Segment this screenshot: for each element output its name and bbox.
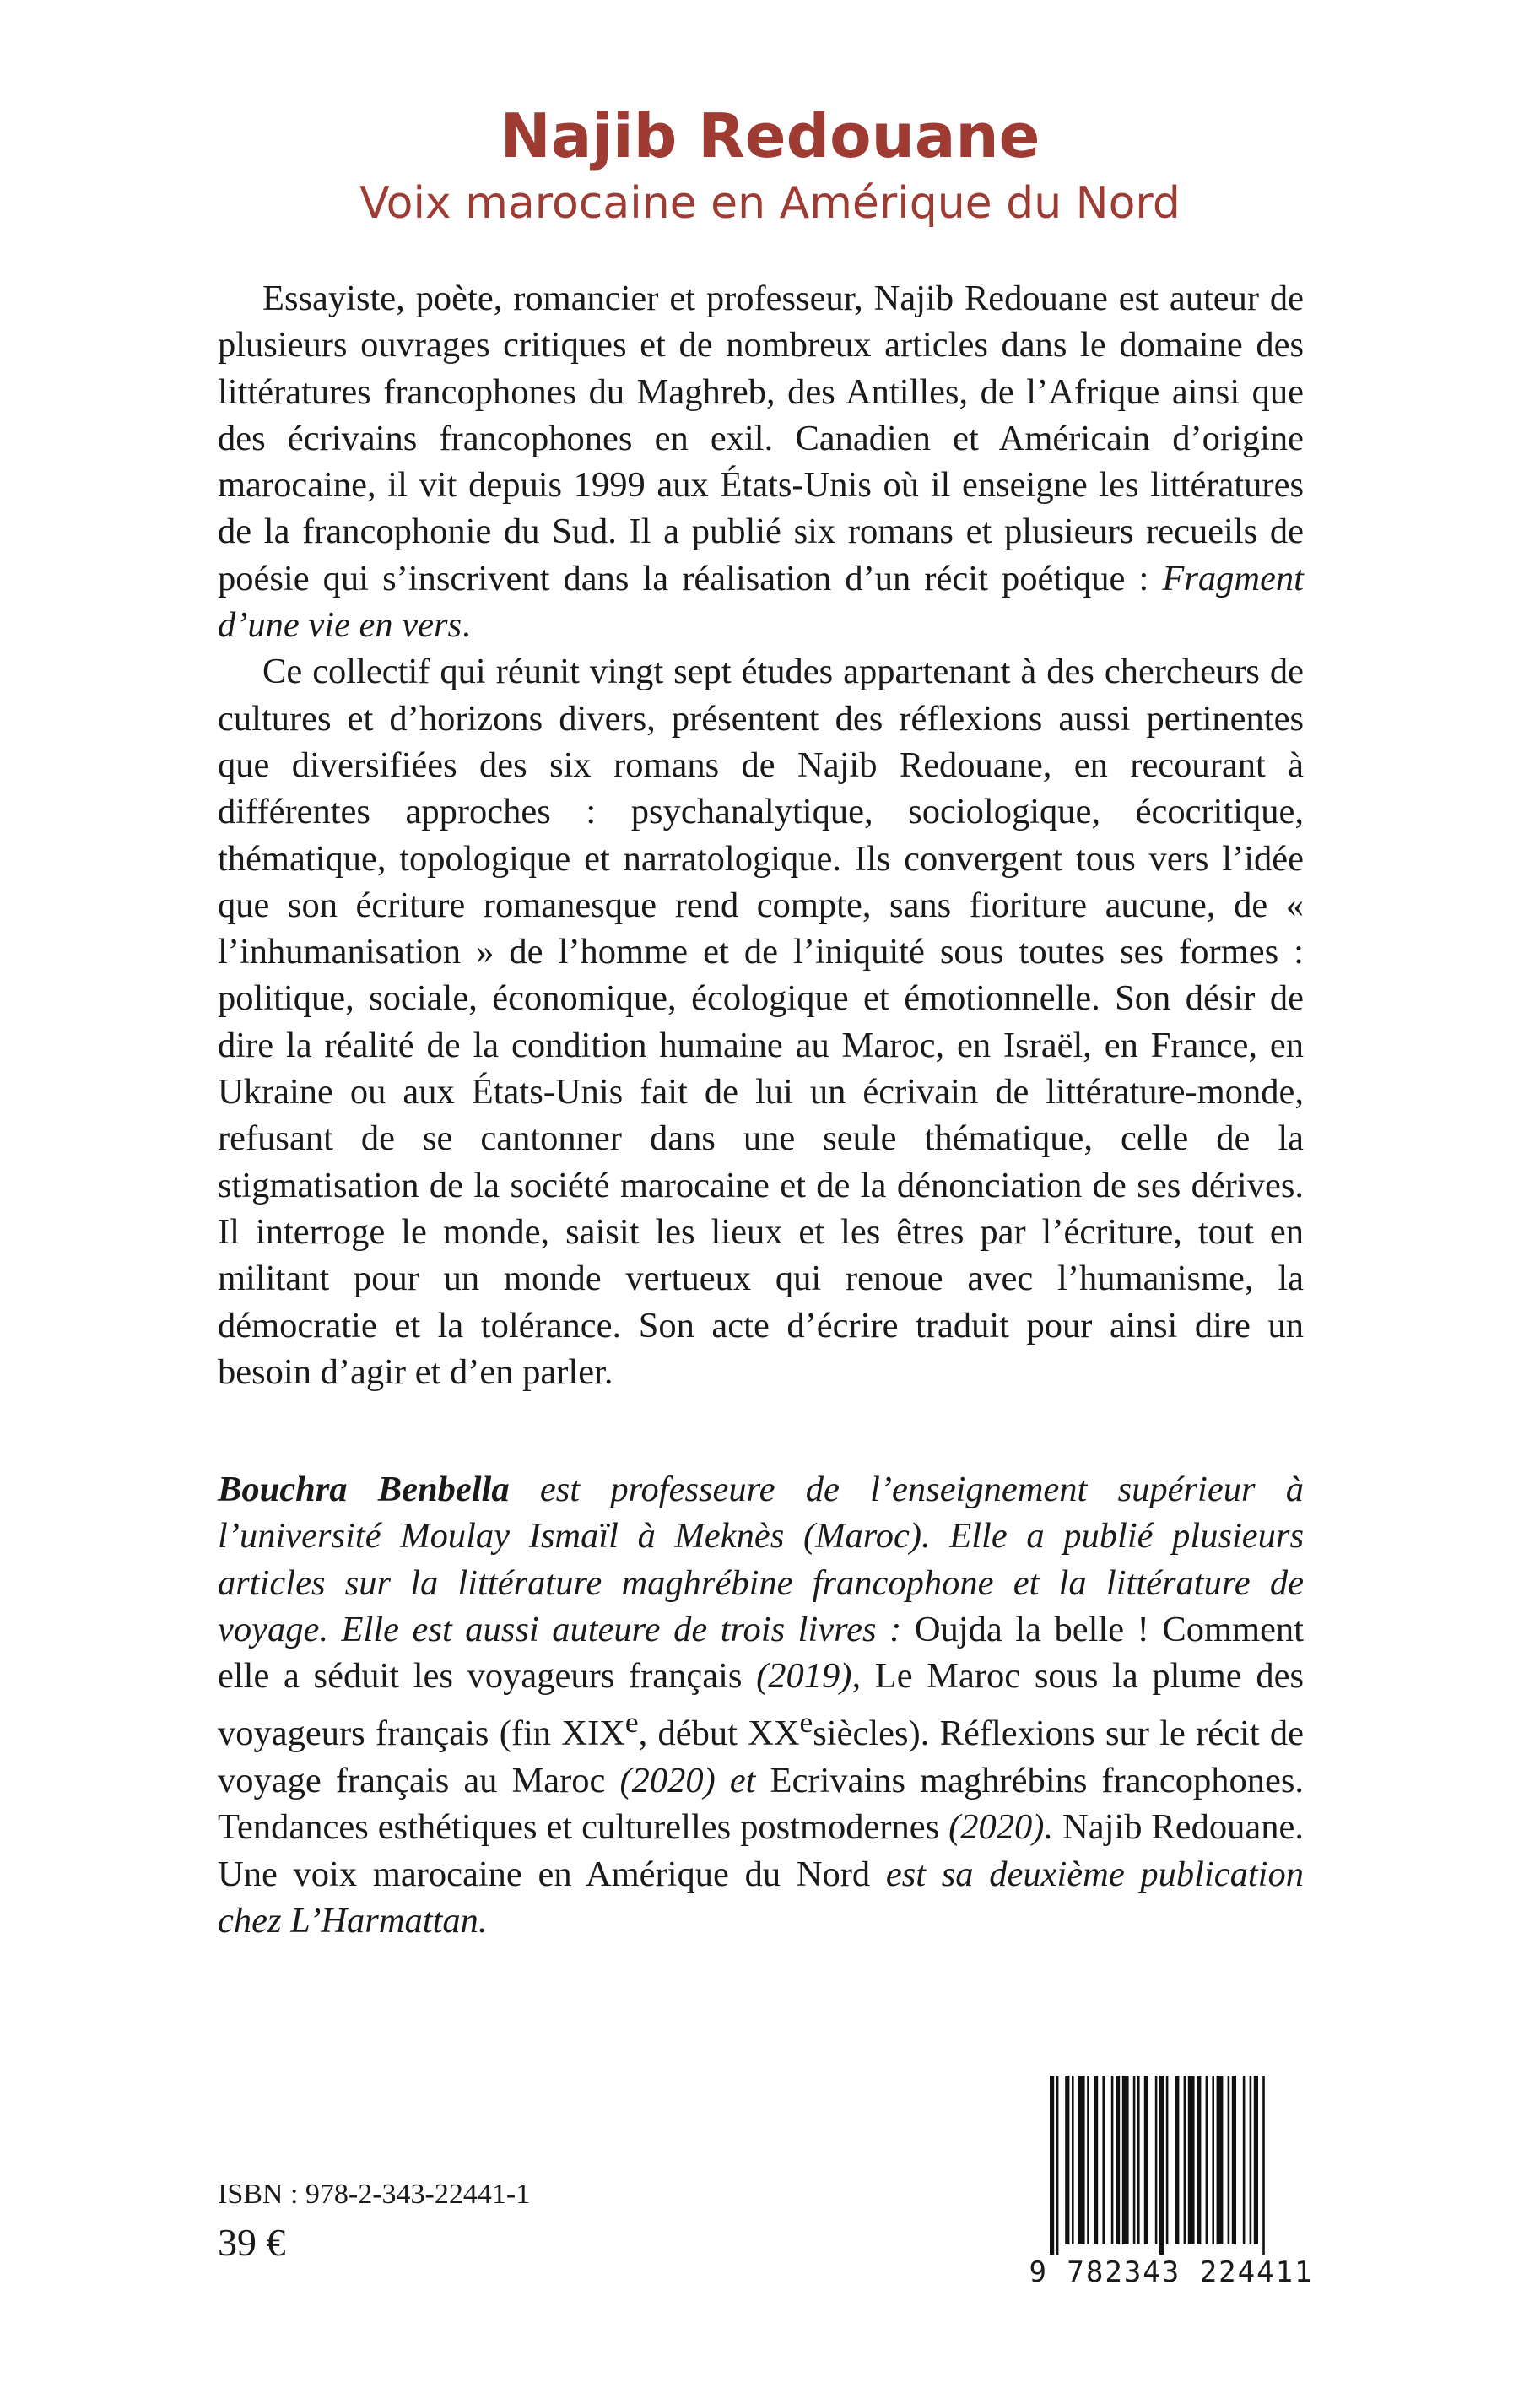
author-bio	[218, 1466, 1304, 1944]
barcode-bar	[1133, 2076, 1136, 2244]
barcode-bar	[1155, 2076, 1158, 2244]
price: 39 €	[218, 2221, 286, 2264]
bio-book-4: Najib Redouane. Une voix marocaine en Amérique du Nord	[218, 1807, 1304, 1894]
blurb-paragraph-2: Ce collectif qui réunit vingt sept études appartenant à des chercheurs de cultures et d’horizons divers, présentent des réflexions aussi pertinentes que diversifiées des six romans de Najib Redouane, en recourant à différentes approches : psychanalytique, sociologique, écocritique, thématique, topologique et narratologique. Ils convergent tous vers l’idée que son écriture romanesque rend compte, sans fioriture aucune, de « l’inhumanisation » de l’homme et de l’iniquité sous toutes ses formes : politique, sociale, économique, écologique et émotionnelle. Son désir de dire la réalité de la condition humaine au Maroc, en Israël, en France, en Ukraine ou aux États-Unis fait de lui un écrivain de littérature-monde, refusant de se cantonner dans une seule thématique, celle de la stigmatisation de la société marocaine et de la dénonciation de ses dérives. Il interroge le monde, saisit les lieux et les êtres par l’écriture, tout en militant pour un monde vertueux qui renoue avec l’humanisme, la démocratie et la tolérance. Son acte d’écrire traduit pour ainsi dire un besoin d’agir et d’en parler.	[218, 652, 1304, 1392]
barcode-bar	[1144, 2076, 1148, 2244]
barcode-bar	[1262, 2076, 1265, 2255]
barcode-bar	[1137, 2076, 1140, 2244]
barcode-bar	[1243, 2076, 1246, 2244]
barcode-bar	[1111, 2076, 1114, 2244]
barcode-bar	[1159, 2076, 1164, 2255]
barcode-bar	[1217, 2076, 1224, 2244]
bio-year-3: (2020).	[939, 1807, 1063, 1848]
bio-book-3: Ecrivains maghrébins francophones. Tendances esthétiques et culturelles postmodernes	[218, 1760, 1304, 1848]
title-block	[0, 100, 1540, 231]
barcode-bar	[1166, 2076, 1169, 2244]
barcode-digits: 9 782343 224411	[1029, 2255, 1314, 2289]
bio-year-2: (2020) et	[605, 1760, 770, 1800]
bio-text-2: est sa deuxième publication chez L’Harmattan.	[218, 1854, 1304, 1941]
barcode-bar	[1254, 2076, 1258, 2244]
book-title: Najib Redouane	[500, 100, 1040, 171]
bio-year-1: (2019),	[742, 1656, 875, 1697]
blurb-p1-end: .	[462, 605, 471, 646]
isbn: ISBN : 978-2-343-22441-1	[218, 2179, 531, 2210]
blurb-p1-title: Fragment d’une vie en vers	[218, 558, 1304, 646]
barcode-bar	[1188, 2076, 1195, 2244]
bio-book-2c: siècles). Réflexions sur le récit de voyage français au Maroc	[218, 1714, 1304, 1800]
bio-text-1: est professeure de l’enseignement supérieur à l’université Moulay Ismaïl à Meknès (Maroc). Elle a publié plusieurs articles sur la littérature maghrébine francophone et la littérature de voyage. Elle est aussi auteure de trois livres :	[218, 1470, 1304, 1649]
barcode-bar	[1056, 2076, 1059, 2255]
barcode-bar	[1175, 2076, 1179, 2244]
bio-sup-1: e	[624, 1705, 639, 1740]
bio-book-2b: , début XX	[638, 1714, 800, 1754]
barcode-bar	[1078, 2076, 1085, 2244]
barcode-bar	[1206, 2076, 1208, 2244]
blurb-paragraph-1	[218, 275, 1304, 648]
barcode-bar	[1065, 2076, 1069, 2244]
bio-book-2a: Le Maroc sous la plume des voyageurs français (fin XIX	[218, 1656, 1304, 1754]
barcode-bar	[1197, 2076, 1201, 2244]
barcode-bar	[1212, 2076, 1214, 2244]
barcode-bar	[1250, 2076, 1252, 2244]
barcode-bar	[1072, 2076, 1074, 2244]
barcode-bar	[1116, 2076, 1120, 2244]
barcode-bar	[1087, 2076, 1089, 2244]
barcode-bar	[1094, 2076, 1098, 2244]
blurb	[218, 275, 1304, 1395]
barcode-bar	[1228, 2076, 1230, 2244]
book-subtitle: Voix marocaine en Amérique du Nord	[359, 178, 1181, 229]
barcode-bar	[1122, 2076, 1129, 2244]
bio-book-1: Oujda la belle ! Comment elle a séduit les voyageurs français	[218, 1609, 1304, 1697]
barcode-bar	[1050, 2076, 1054, 2255]
bio-name: Bouchra Benbella	[218, 1470, 510, 1509]
barcode-bar	[1232, 2076, 1236, 2244]
barcode-bar	[1184, 2076, 1186, 2244]
blurb-p1-text: Essayiste, poète, romancier et professeur, Najib Redouane est auteur de plusieurs ouvrages critiques et de nombreux articles dans le domaine des littératures francophones du Maghreb, des Antilles, de l’Afrique ainsi que des écrivains francophones en exil. Canadien et Américain d’origine marocaine, il vit depuis 1999 aux États-Unis où il enseigne les littératures de la francophonie du Sud. Il a publié six romans et plusieurs recueils de poésie qui s’inscrivent dans la réalisation d’un récit poétique :	[218, 279, 1304, 598]
barcode-bar	[1102, 2076, 1105, 2244]
bio-sup-2: e	[799, 1705, 813, 1740]
